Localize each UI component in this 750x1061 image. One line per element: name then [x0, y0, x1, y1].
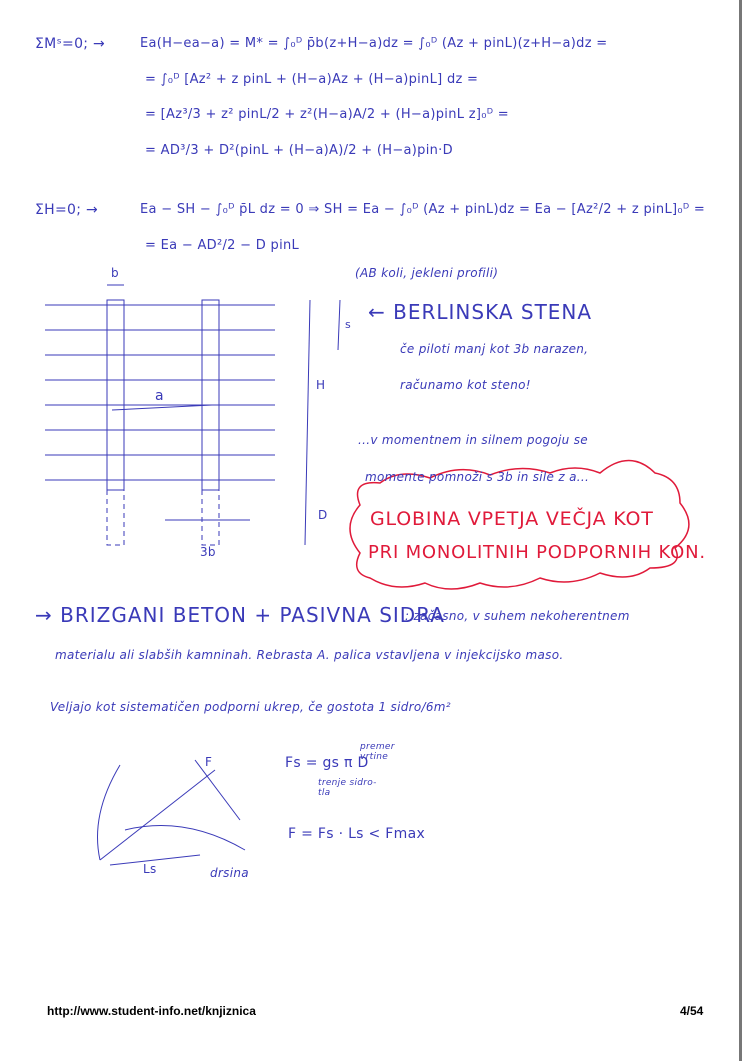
force-line-1: Ea − SH − ∫₀ᴰ p̄L dz = 0 ⇒ SH = Ea − ∫₀ᴰ (Az + pinL)dz = Ea − [Az²/2 + z pinL]₀ᴰ = — [140, 202, 706, 217]
materials-note: (AB koli, jekleni profili) — [355, 266, 499, 280]
moment-line-4: = AD³/3 + D²(pinL + (H−a)A)/2 + (H−a)pin·D — [145, 143, 453, 158]
moment-line-2: = ∫₀ᴰ [Az² + z pinL + (H−a)Az + (H−a)pinL] dz = — [145, 72, 479, 87]
footer-url[interactable]: http://www.student-info.net/knjiznica — [47, 1004, 256, 1018]
pile-right — [202, 300, 219, 490]
section-heading: → BRIZGANI BETON + PASIVNA SIDRA — [35, 603, 445, 627]
label-H: H — [316, 378, 326, 392]
label-s: s — [345, 318, 352, 331]
formula-fs: Fs = gs π D — [285, 755, 369, 771]
label-b: b — [111, 266, 119, 280]
section-line-2: materialu ali slabših kamninah. Rebrasta A. palica vstavljena v injekcijsko maso. — [55, 648, 564, 662]
note-line-1: če piloti manj kot 3b narazen, — [400, 342, 589, 356]
label-a: a — [155, 388, 164, 404]
label-D: D — [318, 508, 328, 522]
note-line-4: momente pomnoži s 3b in sile z a... — [365, 470, 590, 484]
section-line-1: : začasno, v suhem nekoherentnem — [405, 609, 630, 623]
dim-H-D — [305, 300, 310, 545]
berlin-wall-title: ← BERLINSKA STENA — [368, 300, 593, 324]
moment-line-1: Ea(H−ea−a) = M* = ∫₀ᴰ p̄b(z+H−a)dz = ∫₀ᴰ (Az + pinL)(z+H−a)dz = — [140, 36, 608, 51]
moment-equilibrium-label: ΣMˢ=0; → — [35, 36, 106, 52]
label-F: F — [205, 755, 213, 769]
force-line-2: = Ea − AD²/2 − D pinL — [145, 238, 300, 253]
label-Ls: Ls — [143, 862, 157, 876]
moment-line-3: = [Az³/3 + z² pinL/2 + z²(H−a)A/2 + (H−a)pinL z]₀ᴰ = — [145, 107, 509, 122]
section-line-3: Veljajo kot sistematičen podporni ukrep, če gostota 1 sidro/6m² — [50, 700, 451, 714]
callout-line-1: GLOBINA VPETJA VEČJA KOT — [370, 508, 654, 530]
note-line-3: ...v momentnem in silnem pogoju se — [358, 433, 588, 447]
label-drsina: drsina — [210, 866, 249, 880]
note-line-2: računamo kot steno! — [400, 378, 531, 392]
formula-f: F = Fs · Ls < Fmax — [288, 826, 426, 842]
callout-line-2: PRI MONOLITNIH PODPORNIH KON. — [368, 542, 706, 563]
anchor-sketch — [98, 760, 246, 865]
note-trenje: trenje sidro-tla — [318, 778, 377, 798]
dim-s — [338, 300, 340, 350]
force-equilibrium-label: ΣH=0; → — [35, 202, 99, 218]
pile-embedment — [107, 490, 219, 545]
note-premer: premer vrtine — [360, 742, 395, 762]
spacing-a — [112, 405, 212, 410]
page-number: 4/54 — [680, 1004, 704, 1018]
pile-left — [107, 300, 124, 490]
label-3b: 3b — [200, 545, 216, 559]
